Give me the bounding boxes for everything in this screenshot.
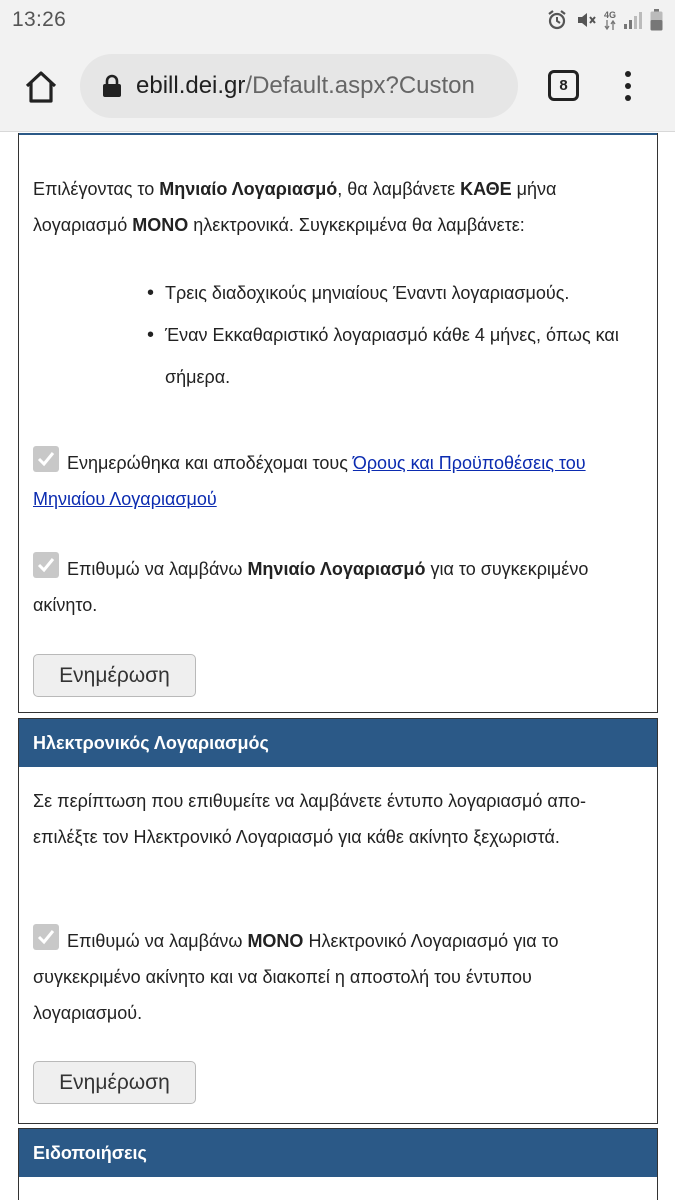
electronic-only-checkbox[interactable] bbox=[33, 924, 59, 950]
menu-dot bbox=[625, 95, 631, 101]
intro-bold-segment: Μηνιαίο Λογαριασμό bbox=[159, 179, 338, 199]
panel-header-strip bbox=[19, 133, 657, 135]
browser-toolbar bbox=[0, 42, 675, 132]
intro-bold-segment: ΜΟΝΟ bbox=[132, 215, 189, 235]
notifications-panel-header: Ειδοποιήσεις bbox=[19, 1129, 657, 1177]
network-label: 4G bbox=[603, 9, 616, 20]
url-path: /Default.aspx?Custon bbox=[245, 72, 475, 99]
intro-text-segment: , θα λαμβάνετε bbox=[337, 179, 461, 199]
intro-text-segment: Επιλέγοντας το bbox=[33, 179, 160, 199]
electronic-description: Σε περίπτωση που επιθυμείτε να λαμβάνετε έντυπο λογαριασμό απο-επιλέξτε τον Ηλεκτρονικό Λογαριασμό για κάθε ακίνητο ξεχωριστά. bbox=[33, 791, 586, 847]
electronic-label-after: Ηλεκτρονικό Λογαριασμό για το συγκεκριμένο ακίνητο και να διακοπεί η αποστολή του έντυπου λογαριασμού. bbox=[33, 931, 559, 1023]
page-content bbox=[0, 133, 675, 1200]
electronic-label-before: Επιθυμώ να λαμβάνω bbox=[67, 931, 248, 951]
url-text bbox=[136, 72, 475, 100]
check-icon bbox=[36, 927, 56, 947]
tabs-button[interactable] bbox=[548, 70, 579, 101]
alarm-icon bbox=[546, 9, 568, 31]
url-host: ebill.dei.gr bbox=[136, 72, 246, 99]
intro-text-segment: ηλεκτρονικά. Συγκεκριμένα θα λαμβάνετε: bbox=[188, 215, 525, 235]
terms-checkbox[interactable] bbox=[33, 446, 59, 472]
terms-checkbox-row bbox=[33, 445, 643, 517]
lock-icon bbox=[102, 74, 122, 98]
menu-dot bbox=[625, 83, 631, 89]
electronic-label-bold: ΜΟΝΟ bbox=[247, 931, 304, 951]
monthly-update-button[interactable]: Ενημέρωση bbox=[33, 654, 196, 697]
mute-icon bbox=[575, 9, 597, 31]
electronic-panel-header: Ηλεκτρονικός Λογαριασμός bbox=[19, 719, 657, 767]
monthly-bill-checkbox[interactable] bbox=[33, 552, 59, 578]
monthly-label-after: για το συγκεκριμένο ακίνητο. bbox=[33, 559, 589, 615]
electronic-update-button[interactable]: Ενημέρωση bbox=[33, 1061, 196, 1104]
check-icon bbox=[36, 449, 56, 469]
overflow-menu-button[interactable] bbox=[616, 66, 640, 106]
intro-bold-segment: ΚΑΘΕ bbox=[460, 179, 512, 199]
network-4g-icon bbox=[604, 11, 616, 30]
status-icons bbox=[546, 9, 663, 31]
electronic-checkbox-row bbox=[33, 923, 643, 1031]
tab-count: 8 bbox=[559, 77, 568, 94]
status-time: 13:26 bbox=[12, 8, 67, 31]
menu-dot bbox=[625, 71, 631, 77]
terms-link[interactable]: Όρους και Προϋποθέσεις του Μηνιαίου Λογαριασμού bbox=[33, 453, 586, 509]
home-icon bbox=[23, 69, 59, 105]
monthly-checkbox-row bbox=[33, 551, 643, 623]
monthly-label-before: Επιθυμώ να λαμβάνω bbox=[67, 559, 248, 579]
intro-text-segment: μήνα λογαριασμό bbox=[33, 179, 557, 235]
monthly-bill-panel bbox=[18, 133, 658, 713]
status-bar bbox=[0, 0, 675, 42]
list-item: • Έναν Εκκαθαριστικό λογαριασμό κάθε 4 μήνες, όπως και σήμερα. bbox=[147, 314, 647, 398]
battery-icon bbox=[650, 9, 663, 31]
notifications-panel bbox=[18, 1128, 658, 1200]
signal-icon bbox=[623, 10, 643, 30]
url-bar[interactable] bbox=[80, 54, 518, 118]
monthly-label-bold: Μηνιαίο Λογαριασμό bbox=[247, 559, 426, 579]
terms-label: Ενημερώθηκα και αποδέχομαι τους bbox=[67, 453, 353, 473]
monthly-intro-text bbox=[33, 171, 641, 243]
monthly-bullets bbox=[147, 272, 647, 398]
list-item: • Τρεις διαδοχικούς μηνιαίους Έναντι λογαριασμούς. bbox=[147, 272, 647, 314]
home-button[interactable] bbox=[20, 66, 62, 108]
check-icon bbox=[36, 555, 56, 575]
electronic-bill-panel bbox=[18, 718, 658, 1124]
